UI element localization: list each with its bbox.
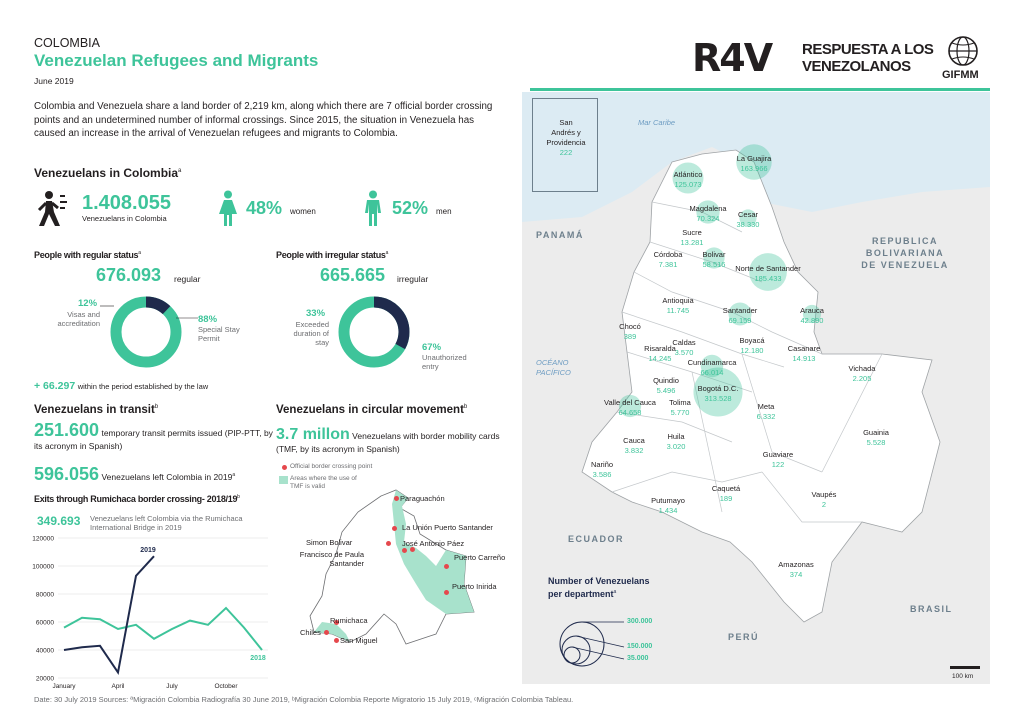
circular-mini-map xyxy=(296,484,496,654)
irregular-value: 665.665 xyxy=(320,265,386,285)
heading-text: People with irregular status xyxy=(276,250,386,260)
x-tick-label: October xyxy=(214,683,238,690)
crossing-point-label: Puerto Inirida xyxy=(452,582,497,591)
department-value: 185.433 xyxy=(754,274,782,283)
irregular-value-label: irregular xyxy=(397,274,429,284)
venezuela-label-2: BOLIVARIANA xyxy=(865,248,945,258)
map-legend-title-2 xyxy=(548,589,616,599)
department-label xyxy=(700,306,780,326)
department-value: 58.516 xyxy=(702,260,726,269)
r4v-logo-text: R4V xyxy=(692,36,772,80)
transit-left-value: 596.056 xyxy=(34,464,100,484)
x-tick-label: January xyxy=(52,683,76,690)
department-name: Boyacá xyxy=(739,336,765,345)
department-name: Sucre xyxy=(682,228,702,237)
department-value: 42.890 xyxy=(800,316,824,325)
map-legend-value-3: 35.000 xyxy=(627,655,649,662)
department-name: Amazonas xyxy=(778,560,814,569)
page-title: Venezuelan Refugees and Migrants xyxy=(34,51,319,70)
department-name: Putumayo xyxy=(651,496,685,505)
crossing-point-marker xyxy=(444,590,449,595)
crossing-point-label: La Unión Puerto Santander xyxy=(402,523,493,532)
pacifico-label-2: PACÍFICO xyxy=(536,368,571,377)
department-name: Chocó xyxy=(619,322,641,331)
department-value: 66.014 xyxy=(700,368,724,377)
department-value: 14.913 xyxy=(792,354,816,363)
department-name: Bolivar xyxy=(702,250,726,259)
department-label xyxy=(672,358,752,378)
regular-extra-label: within the period established by the law xyxy=(77,382,209,391)
department-name: Valle del Cauca xyxy=(604,398,656,407)
logo-text-2: VENEZOLANOS xyxy=(802,58,911,75)
crossing-point-label: San Miguel xyxy=(340,636,378,645)
map-legend-value-2: 150.000 xyxy=(627,643,653,650)
globe-icon xyxy=(940,34,986,68)
department-label xyxy=(738,450,818,470)
department-label xyxy=(784,490,864,510)
department-label xyxy=(562,460,642,480)
department-value: 3.832 xyxy=(624,446,644,455)
department-value: 163.966 xyxy=(740,164,768,173)
department-name: Cauca xyxy=(623,436,645,445)
heading-sup: b xyxy=(463,404,468,411)
exits-label: Venezuelans left Colombia via the Rumichaca International Bridge in 2019 xyxy=(90,514,243,532)
department-name: Caldas xyxy=(672,338,696,347)
crossing-point-label: Chiles xyxy=(300,628,321,637)
crossing-point-marker xyxy=(392,526,397,531)
y-tick-label: 120000 xyxy=(32,535,54,543)
scale-bar xyxy=(950,666,980,669)
series-line-2018 xyxy=(64,608,262,650)
department-label xyxy=(822,364,902,384)
department-value: 313.528 xyxy=(704,394,732,403)
inset-name-3: Providencia xyxy=(546,138,586,147)
irregular-pct-small-label: Exceeded duration of stay xyxy=(293,320,329,347)
department-value: 6.332 xyxy=(756,412,776,421)
transit-left xyxy=(34,464,235,485)
heading-text: Venezuelans in circular movement xyxy=(276,404,464,416)
department-label xyxy=(640,398,720,418)
heading-sup: b xyxy=(237,494,240,500)
department-value: 64.658 xyxy=(618,408,642,417)
department-value: 2.205 xyxy=(852,374,872,383)
department-label xyxy=(728,264,808,284)
department-value: 12.180 xyxy=(740,346,764,355)
crossing-point-marker xyxy=(444,564,449,569)
department-label xyxy=(708,210,788,230)
y-tick-label: 20000 xyxy=(35,675,54,683)
section-heading-circular xyxy=(276,404,467,416)
header-divider xyxy=(530,88,990,91)
pacifico-label-1: OCÉANO xyxy=(536,358,569,367)
department-label xyxy=(764,344,844,364)
department-value: 389 xyxy=(623,332,637,341)
crossing-point-label: Rumichaca xyxy=(330,616,368,625)
crossing-point-label: Puerto Carreño xyxy=(454,553,506,562)
intro-paragraph: Colombia and Venezuela share a land border of 2,219 km, along which there are 7 official border crossing points and an undetermined number of informal crossings. Since 2015, the situation in Venezuela has caused an increase in the arrival of Venezuelan refugees and migrants to Colombia. xyxy=(34,101,493,139)
venezuela-label-1: REPUBLICA xyxy=(871,236,938,246)
crossing-point-marker xyxy=(386,541,391,546)
crossing-point-label: José Antonio Páez xyxy=(402,539,465,548)
department-name: Quindio xyxy=(653,376,679,385)
crossing-point-marker xyxy=(394,496,399,501)
department-name: Cesar xyxy=(737,210,758,219)
regular-connectors xyxy=(100,300,200,330)
department-value: 2 xyxy=(821,500,827,509)
department-name: Tolima xyxy=(669,398,691,407)
crossing-point-marker xyxy=(334,638,339,643)
transit-permits-value: 251.600 xyxy=(34,420,100,440)
department-name: Bogotá D.C. xyxy=(697,384,739,393)
crossing-point-marker xyxy=(324,630,329,635)
legend-title-text: per department xyxy=(548,589,614,599)
transit-left-sup: a xyxy=(232,472,236,479)
department-value: 5.770 xyxy=(670,408,690,417)
exits-value: 349.693 xyxy=(37,514,81,528)
regular-pct-big-label: Special Stay Permit xyxy=(198,325,240,343)
department-name: Vaupés xyxy=(811,490,837,499)
y-tick-label: 100000 xyxy=(32,563,54,571)
regular-extra xyxy=(34,380,208,392)
gifmm-label: GIFMM xyxy=(942,69,979,81)
country-label: COLOMBIA xyxy=(34,36,100,50)
department-value: 3.020 xyxy=(666,442,686,451)
department-name: Huila xyxy=(667,432,685,441)
peru-label: PERÚ xyxy=(728,632,760,642)
department-value: 5.528 xyxy=(866,438,886,447)
department-label xyxy=(836,428,916,448)
y-tick-label: 40000 xyxy=(35,647,54,655)
caribe-label: Mar Caribe xyxy=(638,118,676,127)
department-label xyxy=(652,228,732,248)
department-name: Norte de Santander xyxy=(735,264,801,273)
heading-text: Venezuelans in Colombia xyxy=(34,166,179,180)
heading-sup: a xyxy=(385,250,389,256)
total-venezuelans: 1.408.055 xyxy=(82,192,171,214)
circular-card xyxy=(276,428,510,456)
heading-text: Venezuelans in transit xyxy=(34,404,155,416)
section-heading-irregular xyxy=(276,250,388,260)
venezuela-label-3: DE VENEZUELA xyxy=(861,260,949,270)
map-legend-title-1: Number of Venezuelans xyxy=(548,576,650,586)
crossing-point-label: Francisco de Paula Santander xyxy=(299,550,364,568)
regular-value-label: regular xyxy=(174,274,201,284)
section-heading-transit xyxy=(34,404,158,416)
department-value: 70.324 xyxy=(696,214,720,223)
department-name: Caquetá xyxy=(711,484,741,493)
irregular-pct-small: 33% xyxy=(306,308,326,319)
department-name: Cundinamarca xyxy=(687,358,737,367)
irregular-pct-big: 67% xyxy=(422,342,442,353)
report-date: June 2019 xyxy=(34,76,74,86)
circular-value: 3.7 millon xyxy=(276,426,350,443)
men-label: men xyxy=(436,207,452,216)
regular-pct-big: 88% xyxy=(198,314,218,325)
department-name: Magdalena xyxy=(689,204,727,213)
department-label xyxy=(756,560,836,580)
heading-sup: a xyxy=(178,168,182,174)
department-name: Atlántico xyxy=(673,170,703,179)
heading-sup: a xyxy=(138,250,141,256)
series-label: 2019 xyxy=(140,547,156,555)
total-venezuelans-label: Venezuelans in Colombia xyxy=(82,214,167,223)
department-value: 1.434 xyxy=(658,506,678,515)
legend-area-label: Areas where the use of TMF is valid xyxy=(290,475,357,490)
inset-name-1: San xyxy=(559,118,573,127)
crossing-point-label: Paraguachón xyxy=(400,494,445,503)
crossing-point-label: Simon Bolivar xyxy=(306,538,353,547)
department-label xyxy=(726,402,806,422)
logo-text-1: RESPUESTA A LOS xyxy=(802,41,934,58)
section-heading-regular xyxy=(34,250,141,260)
department-name: Risaralda xyxy=(644,344,676,353)
department-value: 3.586 xyxy=(592,470,612,479)
department-name: Guaviare xyxy=(762,450,794,459)
woman-icon xyxy=(218,190,238,226)
heading-sup: b xyxy=(154,404,159,411)
walking-person-icon xyxy=(34,190,70,228)
regular-value: 676.093 xyxy=(96,265,162,285)
footer-sources: Date: 30 July 2019 Sources: ªMigración Colombia Radiografía 30 June 2019, ᵇMigración Colombia Reporte Migratorio 15 July 2019, ᶜMigración Colombia Tableau. xyxy=(34,695,574,704)
heading-text: Exits through Rumichaca border crossing- 2018/19 xyxy=(34,494,238,504)
department-name: Arauca xyxy=(800,306,824,315)
y-tick-label: 80000 xyxy=(35,591,54,599)
department-value: 5.496 xyxy=(656,386,676,395)
legend-area-swatch xyxy=(279,476,288,484)
department-name: Córdoba xyxy=(653,250,683,259)
panama-label: PANAMÁ xyxy=(536,230,584,240)
irregular-donut xyxy=(336,294,412,370)
y-tick-label: 60000 xyxy=(35,619,54,627)
r4v-logo xyxy=(692,38,792,78)
department-label xyxy=(628,496,708,516)
exits-heading xyxy=(34,494,240,504)
department-name: Santander xyxy=(722,306,758,315)
x-tick-label: April xyxy=(111,683,125,690)
crossing-point-marker xyxy=(402,548,407,553)
department-label xyxy=(772,306,852,326)
transit-permits-label: temporary transit permits issued (PIP-PTT, by its acronym in Spanish) xyxy=(34,428,273,451)
department-value: 189 xyxy=(719,494,733,503)
legend-point-marker xyxy=(282,465,287,470)
heading-text: People with regular status xyxy=(34,250,139,260)
inset-name-2: Andrés y xyxy=(551,128,581,137)
department-value: 3.570 xyxy=(674,348,694,357)
department-value: 11.745 xyxy=(666,306,690,315)
department-name: Vichada xyxy=(848,364,876,373)
brasil-label: BRASIL xyxy=(910,604,953,614)
map-legend-value-1: 300.000 xyxy=(627,618,653,625)
men-pct: 52% xyxy=(392,198,429,218)
department-name: Meta xyxy=(757,402,775,411)
exits-line-chart xyxy=(20,530,270,692)
women-pct: 48% xyxy=(246,198,283,218)
department-value: 374 xyxy=(789,570,803,579)
department-name: Antioquia xyxy=(662,296,694,305)
department-value: 13.281 xyxy=(680,238,704,247)
department-name: Nariño xyxy=(590,460,614,469)
irregular-pct-big-label: Unauthorized entry xyxy=(422,353,467,371)
department-name: Guainia xyxy=(863,428,889,437)
x-tick-label: July xyxy=(166,683,178,690)
transit-permits xyxy=(34,420,274,453)
regular-extra-value: + 66.297 xyxy=(34,380,76,392)
regular-pct-small: 12% xyxy=(78,298,98,309)
series-label: 2018 xyxy=(250,655,266,662)
man-icon xyxy=(363,190,383,226)
department-value: 14.245 xyxy=(648,354,672,363)
department-name: La Guajira xyxy=(736,154,772,163)
transit-left-label: Venezuelans left Colombia in 2019 xyxy=(101,472,233,482)
legend-title-sup: a xyxy=(613,589,617,595)
women-label: women xyxy=(290,207,316,216)
scale-label: 100 km xyxy=(952,673,974,680)
section-heading-in-colombia xyxy=(34,166,181,180)
ecuador-label: ECUADOR xyxy=(568,534,625,544)
department-value: 125.073 xyxy=(674,180,702,189)
regular-pct-small-label: Visas and accreditation xyxy=(57,310,100,328)
department-value: 7.381 xyxy=(658,260,678,269)
department-value: 38.330 xyxy=(736,220,760,229)
series-line-2019 xyxy=(64,556,154,672)
map-legend-circles xyxy=(552,618,632,668)
department-value: 122 xyxy=(771,460,785,469)
department-name: Casanare xyxy=(787,344,821,353)
department-label xyxy=(648,170,728,190)
inset-value: 222 xyxy=(559,148,573,157)
department-value: 69.159 xyxy=(728,316,752,325)
legend-point-label: Official border crossing point xyxy=(290,463,373,470)
department-label xyxy=(636,432,716,452)
circular-label: Venezuelans with border mobility cards (TMF, by its acronym in Spanish) xyxy=(276,431,500,454)
